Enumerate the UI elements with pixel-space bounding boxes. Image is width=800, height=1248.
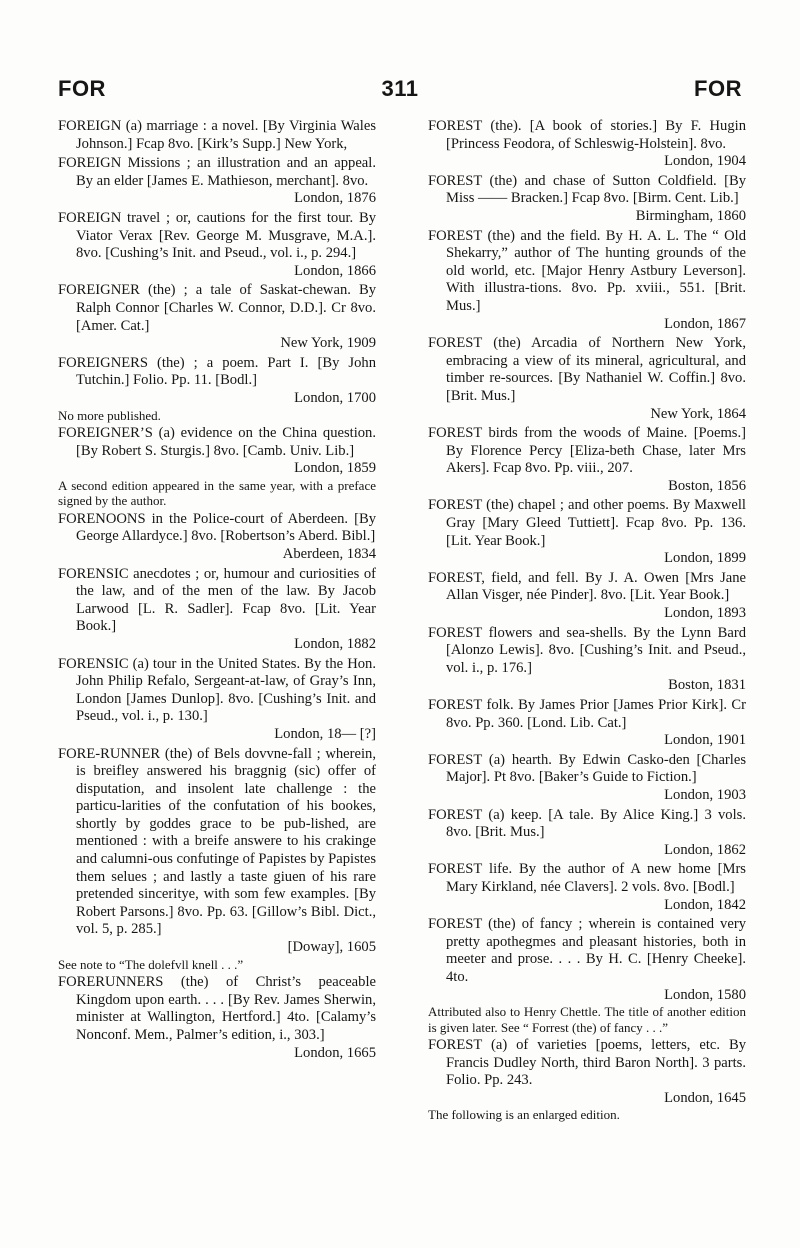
entry: FOREST (the) chapel ; and other poems. By Maxwell Gray [Mary Gleed Tuttiett]. Fcap 8vo. Pp. 136. [Lit. Year Book.] London, 1899 [428, 497, 746, 567]
entry: FOREST birds from the woods of Maine. [Poems.] By Florence Percy [Eliza-beth Chase, later Mrs Akers]. Fcap 8vo. Pp. viii., 207. Boston, 1856 [428, 425, 746, 494]
entry: FOREIGNERS (the) ; a poem. Part I. [By John Tutchin.] Folio. Pp. 11. [Bodl.] London, 1700 No more published. [58, 354, 376, 423]
running-head-right: FOR [694, 76, 742, 101]
page-number: 311 [381, 76, 419, 101]
left-column [58, 118, 376, 1064]
entry: FOREST (a) keep. [A tale. By Alice King.] 3 vols. 8vo. [Brit. Mus.] London, 1862 [428, 806, 746, 858]
entry: FOREST folk. By James Prior [James Prior Kirk]. Cr 8vo. Pp. 360. [Lond. Lib. Cat.] London, 1901 [428, 697, 746, 749]
entry: FOREIGN Missions ; an illustration and an appeal. By an elder [James E. Mathieson, merchant]. 8vo. London, 1876 [58, 155, 376, 207]
entry: FORE-RUNNER (the) of Bels dovvne-fall ; wherein, is breifley answered his braggnig (sic) offer of disputation, and insolent late challenge : the particu-larities of the confutation of his bookes, shortly by goddes grace to be pub-lished, are mentioned : with a breife answere to his crakinge and calumni-ous confutinge of Papistes by Papistes them selues ; and lastly a taste giuen of his rare pretended sinceritye, with som few examples. [By Robert Parsons.] 8vo. Pp. 63. [Gillow’s Bibl. Dict., vol. 5, p. 285.] [Doway], 1605 See note to “The dolefvll knell . . .” [58, 745, 376, 972]
entry: FOREST, field, and fell. By J. A. Owen [Mrs Jane Allan Visger, née Pinder]. 8vo. [Lit. Year Book.] London, 1893 [428, 569, 746, 622]
entry: FOREIGN (a) marriage : a novel. [By Virginia Wales Johnson.] Fcap 8vo. [Kirk’s Supp.] New York, [58, 118, 376, 152]
right-column [428, 118, 746, 1125]
entry: FOREST (the) Arcadia of Northern New York, embracing a view of its mineral, agricultural, and timber re-sources. [By Nathaniel W. Coffin.] 8vo. [Brit. Mus.] New York, 1864 [428, 335, 746, 422]
entry: FOREST life. By the author of A new home [Mrs Mary Kirkland, née Clavers]. 2 vols. 8vo. [Bodl.] London, 1842 [428, 861, 746, 913]
entry: FOREST (the) of fancy ; wherein is contained very pretty apothegmes and pleasant histories, both in meeter and prose. . . . By H. C. [Henry Cheeke]. 4to. London, 1580 Attributed also to Henry Chettle. The title of another edition is given later. See “ Forrest (the) of fancy . . .” [428, 916, 746, 1035]
entry: FORERUNNERS (the) of Christ’s peaceable Kingdom upon earth. . . . [By Rev. James Sherwin, minister at Wallington, Hertford.] 4to. [Calamy’s Nonconf. Mem., Palmer’s edition, i., 303.] London, 1665 [58, 974, 376, 1061]
entry: FOREIGNER’S (a) evidence on the China question. [By Robert S. Sturgis.] 8vo. [Camb. Univ. Lib.] London, 1859 A second edition appeared in the same year, with a preface signed by the author. [58, 425, 376, 509]
entry: FOREST (the) and chase of Sutton Coldfield. [By Miss —— Bracken.] Fcap 8vo. [Birm. Cent. Lib.] Birmingham, 1860 [428, 172, 746, 224]
entry: FOREST flowers and sea-shells. By the Lynn Bard [Alonzo Lewis]. 8vo. [Cushing’s Init. and Pseud., vol. i., p. 176.] Boston, 1831 [428, 624, 746, 694]
entry: FOREST (the). [A book of stories.] By F. Hugin [Princess Feodora, of Schleswig-Holstein]. 8vo. London, 1904 [428, 118, 746, 170]
running-head [58, 76, 742, 106]
entry: FOREIGN travel ; or, cautions for the first tour. By Viator Verax [Rev. George M. Musgrave, M.A.]. 8vo. [Cushing’s Init. and Pseud., vol. i., p. 294.] London, 1866 [58, 209, 376, 279]
entry: FORENSIC (a) tour in the United States. By the Hon. John Philip Refalo, Sergeant-at-law, of Gray’s Inn, London [James Dunlop]. 8vo. [Cushing’s Init. and Pseud., vol. i., p. 130.] London, 18— [?] [58, 655, 376, 742]
entry: FOREST (a) of varieties [poems, letters, etc. By Francis Dudley North, third Baron North]. 3 parts. Folio. Pp. 243. London, 1645 The following is an enlarged edition. [428, 1037, 746, 1123]
entry: FOREST (a) hearth. By Edwin Casko-den [Charles Major]. Pt 8vo. [Baker’s Guide to Fiction.] London, 1903 [428, 751, 746, 803]
running-head-left: FOR [58, 76, 106, 101]
entry: FORENOONS in the Police-court of Aberdeen. [By George Allardyce.] 8vo. [Robertson’s Aberd. Bibl.] Aberdeen, 1834 [58, 510, 376, 562]
entry: FORENSIC anecdotes ; or, humour and curiosities of the law, and of the men of the law. By Jacob Larwood [L. R. Sadler]. Fcap 8vo. [Lit. Year Book.] London, 1882 [58, 565, 376, 652]
entry: FOREST (the) and the field. By H. A. L. The “ Old Shekarry,” author of The hunting grounds of the old world, etc. [Major Henry Astbury Leverson]. With illustra-tions. 8vo. Pp. xviii., 551. [Brit. Mus.] London, 1867 [428, 227, 746, 332]
entry: FOREIGNER (the) ; a tale of Saskat-chewan. By Ralph Connor [Charles W. Connor, D.D.]. Cr 8vo. [Amer. Cat.] New York, 1909 [58, 282, 376, 352]
